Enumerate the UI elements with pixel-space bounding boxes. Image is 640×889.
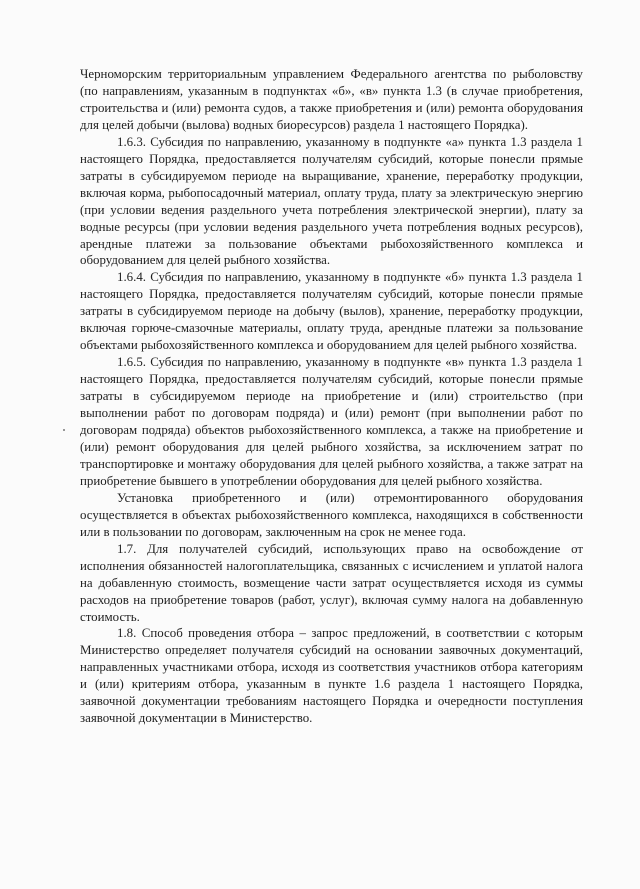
paragraph-continuation: Черноморским территориальным управлением Федерального агентства по рыболовству (по направлениям, указанным в подпунктах «б», «в» пункта 1.3 (в случае приобретения, строительства и (или) ремонта судов, а также приобретения и (или) ремонта оборудования для целей добычи (вылова) водных биоресурсов) раздела 1 настоящего Порядка). <box>80 67 583 132</box>
paragraph-equipment-installation: Установка приобретенного и (или) отремонтированного оборудования осуществляется в объектах рыбохозяйственного комплекса, находящихся в собственности или в пользовании по договорам, заключенным на срок не менее года. <box>80 490 583 539</box>
scan-speck <box>63 429 65 431</box>
paragraph-1-6-5: 1.6.5. Субсидия по направлению, указанному в подпункте «в» пункта 1.3 раздела 1 настоящего Порядка, предоставляется получателям субсидий, которые понесли прямые затраты в субсидируемом периоде на приобретение и (или) строительство (при выполнении работ по договорам подряда) и (или) ремонт (при выполнении работ по договорам подряда) объектов рыбохозяйственного комплекса, а также на приобретение и (или) ремонт оборудования для целей рыбного хозяйства, за исключением затрат по транспортировке и монтажу оборудования для целей рыбного хозяйства, а также затрат на приобретение бывшего в употреблении оборудования для целей рыбного хозяйства. <box>80 355 583 488</box>
paragraph-1-7: 1.7. Для получателей субсидий, использующих право на освобождение от исполнения обязанностей налогоплательщика, связанных с исчислением и уплатой налога на добавленную стоимость, возмещение части затрат осуществляется исходя из суммы расходов на приобретение товаров (работ, услуг), включая сумму налога на добавленную стоимость. <box>80 541 583 624</box>
paragraph-1-6-3: 1.6.3. Субсидия по направлению, указанному в подпункте «а» пункта 1.3 раздела 1 настоящего Порядка, предоставляется получателям субсидий, которые понесли прямые затраты в субсидируемом периоде на выращивание, хранение, переработку продукции, включая корма, рыбопосадочный материал, оплату труда, плату за электрическую энергию (при условии ведения раздельного учета потребления электрической энергии), плату за водные ресурсы (при условии ведения раздельного учета потребления водных ресурсов), арендные платежи за пользование объектами рыбохозяйственного комплекса и оборудованием для целей рыбного хозяйства. <box>80 134 583 268</box>
paragraph-1-6-4: 1.6.4. Субсидия по направлению, указанному в подпункте «б» пункта 1.3 раздела 1 настоящего Порядка, предоставляется получателям субсидий, которые понесли прямые затраты в субсидируемом периоде на добычу (вылов), хранение, переработку продукции, включая горюче-смазочные материалы, оплату труда, арендные платежи за пользование объектами рыбохозяйственного комплекса и оборудованием для целей рыбного хозяйства. <box>80 270 583 353</box>
paragraph-1-8: 1.8. Способ проведения отбора – запрос предложений, в соответствии с которым Министерство определяет получателя субсидий на основании заявочных документаций, направленных участниками отбора, исходя из соответствия участников отбора категориям и (или) критериям отбора, указанным в пункте 1.6 раздела 1 настоящего Порядка, заявочной документации требованиям настоящего Порядка и очередности поступления заявочной документации в Министерство. <box>80 626 583 726</box>
document-body <box>80 66 583 727</box>
